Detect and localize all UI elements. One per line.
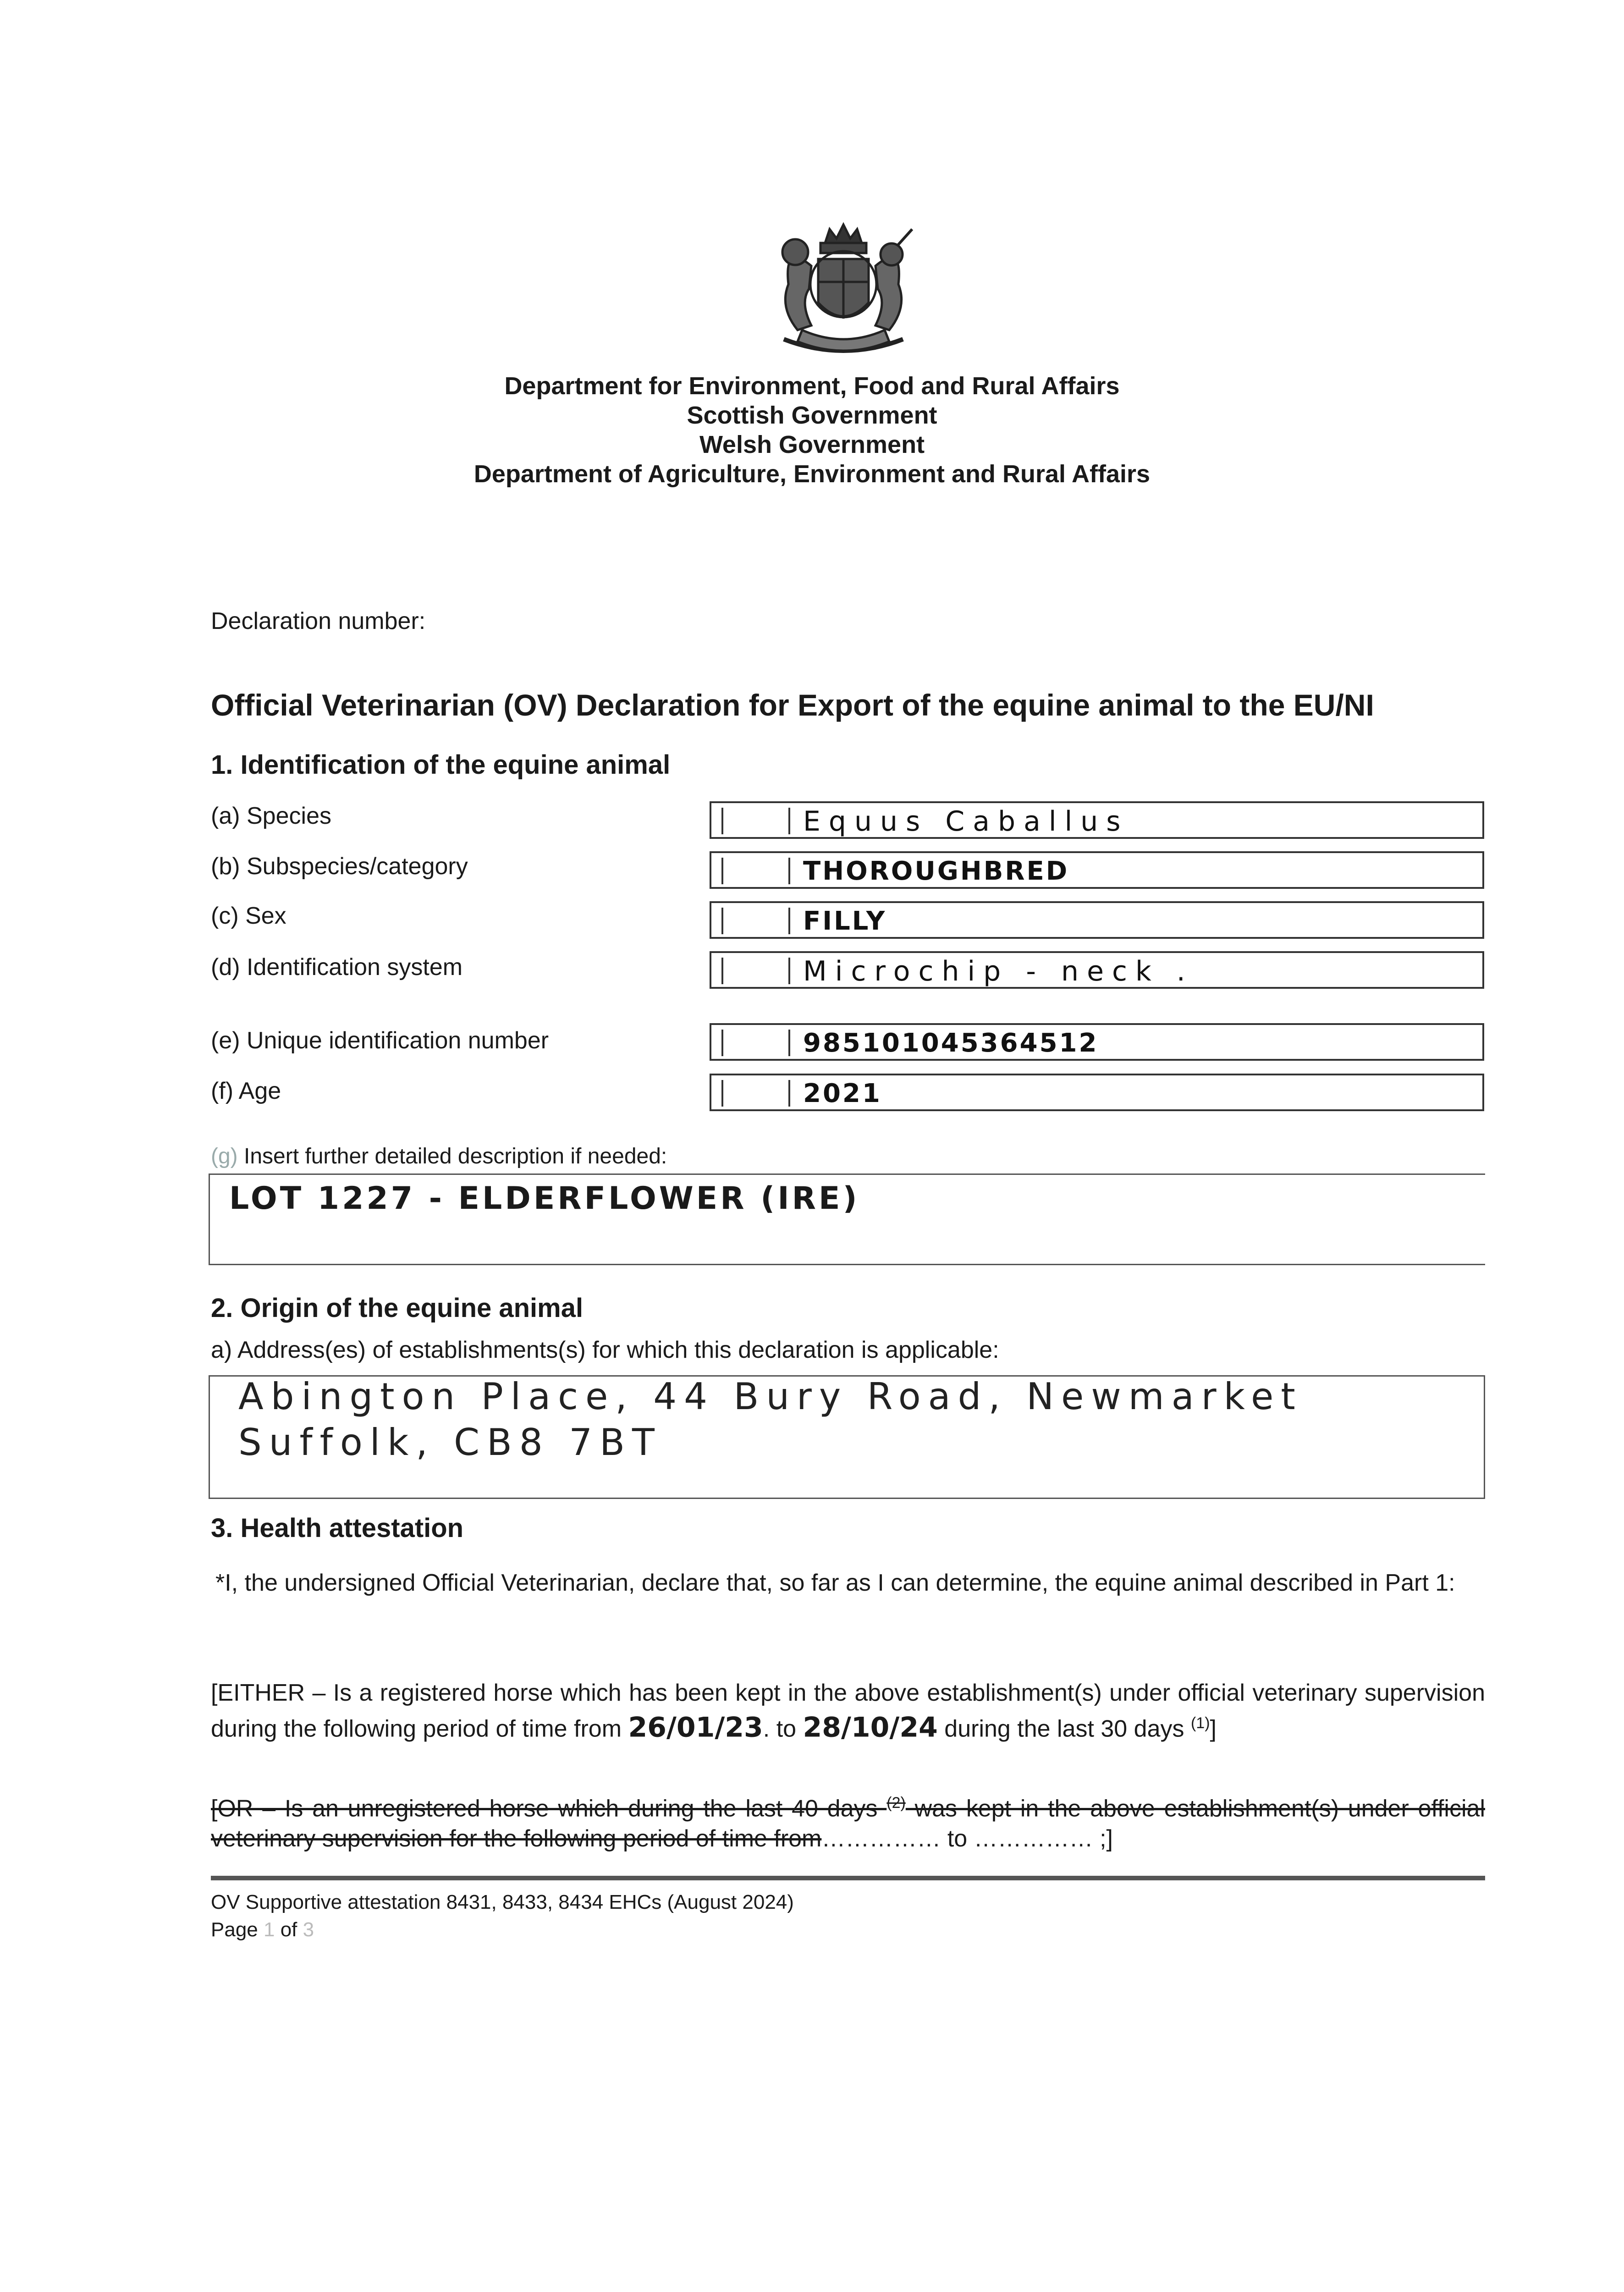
address-line-1: Abington Place, 44 Bury Road, Newmarket <box>238 1375 1303 1418</box>
subspecies-field[interactable] <box>710 851 1484 889</box>
footer-reference: OV Supportive attestation 8431, 8433, 8434 EHCs (August 2024) <box>211 1891 794 1913</box>
subspecies-label: (b) Subspecies/category <box>211 853 468 880</box>
section-3-heading: 3. Health attestation <box>211 1513 464 1543</box>
section-1-heading: 1. Identification of the equine animal <box>211 750 671 780</box>
header-welsh-government: Welsh Government <box>699 431 925 458</box>
sex-field[interactable] <box>710 901 1484 939</box>
age-value: 2021 <box>803 1079 882 1108</box>
sex-value: FILLY <box>803 906 887 936</box>
health-attestation-intro: *I, the undersigned Official Veterinarian, declare that, so far as I can determine, the equine animal described in Part 1: <box>215 1570 1455 1596</box>
identification-system-field[interactable] <box>710 951 1484 989</box>
further-description-value: LOT 1227 - ELDERFLOWER (IRE) <box>229 1180 860 1217</box>
either-statement: [EITHER – Is a registered horse which has been kept in the above establishment(s) under official veterinary supervision during the following period of time from 26/01/23. to 28/10/24 during the last 30 days $^{(1)}$] <box>211 1680 1485 1744</box>
unique-id-label: (e) Unique identification number <box>211 1027 549 1054</box>
page-number: Page 1 of 3 <box>211 1918 314 1941</box>
header-scottish-government: Scottish Government <box>687 402 937 429</box>
header-defra: Department for Environment, Food and Rural Affairs <box>504 372 1120 400</box>
header-daera: Department of Agriculture, Environment and Rural Affairs <box>473 460 1151 488</box>
unique-id-field[interactable] <box>710 1023 1484 1061</box>
sex-label: (c) Sex <box>211 903 286 929</box>
species-label: (a) Species <box>211 803 331 829</box>
date-to-value: 28/10/24 <box>803 1711 938 1744</box>
subspecies-value: THOROUGHBRED <box>803 856 1069 886</box>
page-title: Official Veterinarian (OV) Declaration for Export of the equine animal to the EU/NI <box>211 688 1374 722</box>
royal-coat-of-arms-emblem <box>756 215 930 367</box>
section-2-heading: 2. Origin of the equine animal <box>211 1293 584 1323</box>
species-field[interactable] <box>710 801 1484 839</box>
address-line-2: Suffolk, CB8 7BT <box>238 1421 662 1464</box>
address-label: a) Address(es) of establishments(s) for which this declaration is applicable: <box>211 1337 999 1363</box>
age-field[interactable] <box>710 1074 1484 1111</box>
date-from-value: 26/01/23 <box>628 1711 763 1744</box>
or-statement-struck: [OR – Is an unregistered horse which during the last 40 days $^{(2)}$ was kept in the above establishment(s) under official veterinary supervision for the following period of time from…………… to …………… ;] <box>211 1794 1485 1852</box>
further-description-label: (g) Insert further detailed description if needed: <box>211 1144 667 1168</box>
footer-divider <box>211 1876 1485 1880</box>
species-value: Equus Caballus <box>803 805 1129 837</box>
identification-system-label: (d) Identification system <box>211 954 463 981</box>
declaration-number-label: Declaration number: <box>211 608 426 634</box>
identification-system-value: Microchip - neck . <box>803 955 1194 987</box>
age-label: (f) Age <box>211 1078 281 1104</box>
unique-id-value: 985101045364512 <box>803 1028 1099 1058</box>
